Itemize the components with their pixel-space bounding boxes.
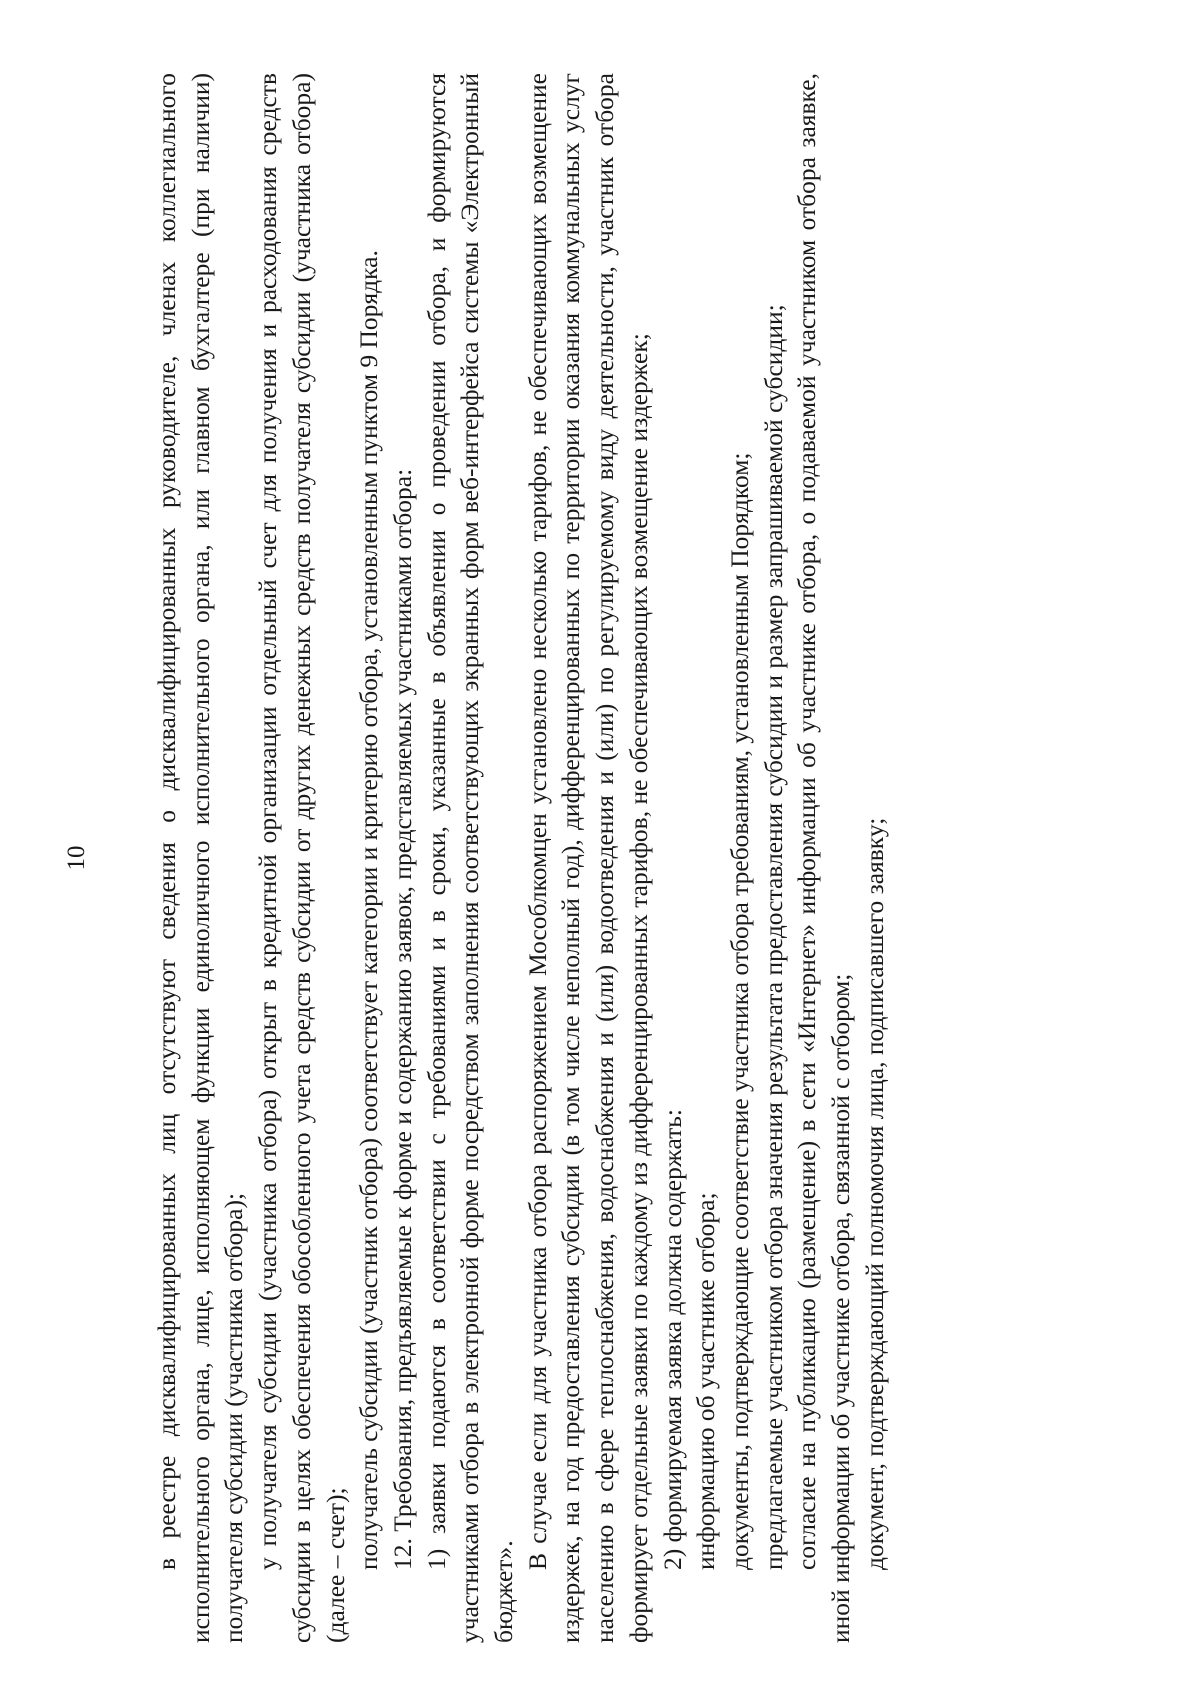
- paragraph-participant-info: информацию об участнике отбора;: [691, 1192, 721, 1570]
- paragraph-separate-account: у получателя субсидии (участника отбора) открыт в кредитной организации отдельный счет для получения и расходования средств субсидии в целях обеспечения обособленного учета средств субсидии от других денежных средств получателя субсидии (участника отбора) (далее – счет);: [253, 73, 350, 1643]
- paragraph-disqualified-persons: в реестре дисквалифицированных лиц отсутствуют сведения о дисквалифицированных руководителе, членах коллегиального исполнительного органа, лице, исполняющем функции единоличного исполнительного органа, или главном бухгалтере (при наличии) получателя субсидии (участника отбора);: [152, 73, 249, 1643]
- paragraph-application-contents: 2) формируемая заявка должна содержать:: [657, 1108, 687, 1570]
- paragraph-publication-consent: согласие на публикацию (размещение) в сети «Интернет» информации об участнике отбора, о подаваемой участником отбора заявке, иной информации об участнике отбора, связанной с отбором;: [792, 73, 856, 1643]
- paragraph-result-values: предлагаемые участником отбора значения результата предоставления субсидии и размер запрашиваемой субсидии;: [758, 304, 788, 1570]
- paragraph-requirements-heading: 12. Требования, предъявляемые к форме и содержанию заявок, представляемых участниками отбора:: [387, 468, 417, 1570]
- paragraph-authority-document: документ, подтверждающий полномочия лица, подписавшего заявку;: [859, 817, 889, 1570]
- document-body: [150, 73, 891, 1643]
- paragraph-category-criterion: получатель субсидии (участник отбора) соответствует категории и критерию отбора, установленным пунктом 9 Порядка.: [354, 250, 384, 1570]
- paragraph-compliance-documents: документы, подтверждающие соответствие участника отбора требованиям, установленным Порядком;: [724, 452, 754, 1570]
- rotated-content: [63, 73, 1050, 1643]
- paragraph-multiple-tariffs: В случае если для участника отбора распоряжением Мособлкомцен установлено несколько тарифов, не обеспечивающих возмещение издержек, на год предоставления субсидии (в том числе неполный год), дифференцированных по территории оказания коммунальных услуг населению в сфере теплоснабжения, водоснабжения и (или) водоотведения и (или) по регулируемому виду деятельности, участник отбора формирует отдельные заявки по каждому из дифференцированных тарифов, не обеспечивающих возмещение издержек;: [522, 73, 653, 1643]
- paragraph-electronic-submission: 1) заявки подаются в соответствии с требованиями и в сроки, указанные в объявлении о проведении отбора, и формируются участниками отбора в электронной форме посредством заполнения соответствующих экранных форм веб-интерфейса системы «Электронный бюджет».: [421, 73, 519, 1643]
- page-number: 10: [63, 845, 90, 871]
